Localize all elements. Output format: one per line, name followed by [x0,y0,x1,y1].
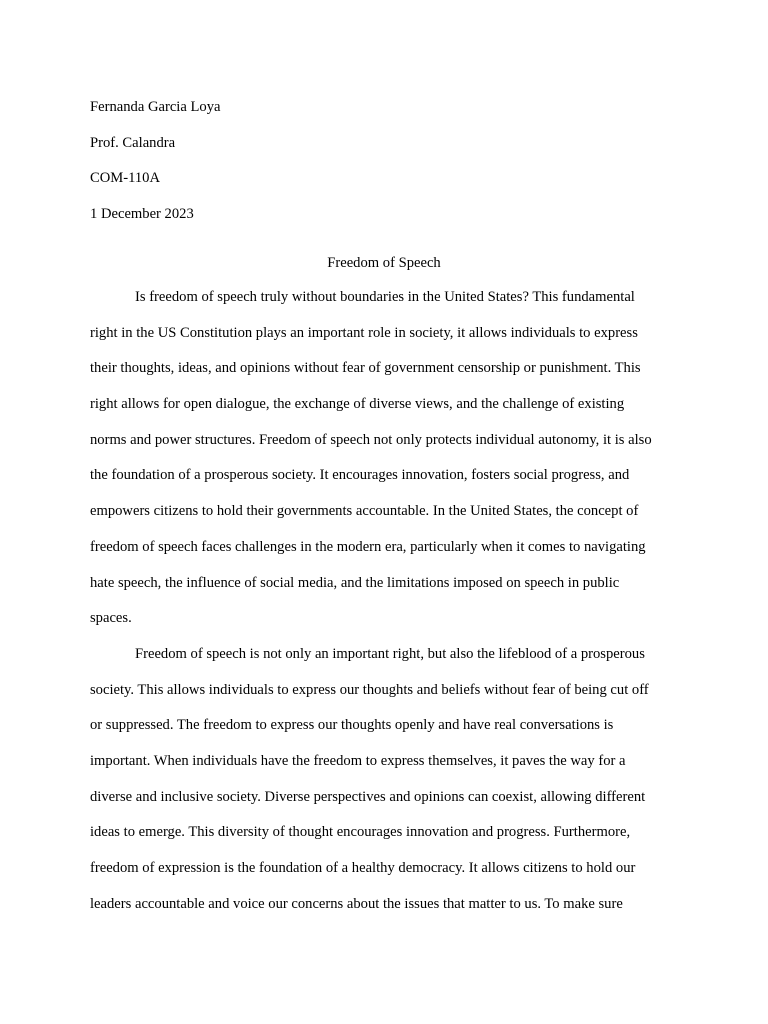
document-title: Freedom of Speech [327,255,441,271]
paragraph-line: Freedom of speech is not only an important right, but also the lifeblood of a prosperous [135,645,645,662]
course-code: COM-110A [90,170,160,187]
paragraph-line: freedom of expression is the foundation of a healthy democracy. It allows citizens to hold our [90,860,636,876]
document-header [90,90,680,232]
paragraph-line: Is freedom of speech truly without boundaries in the United States? This fundamental [135,289,635,305]
paragraph-line: diverse and inclusive society. Diverse perspectives and opinions can coexist, allowing different [90,788,646,805]
paragraph-line: right in the US Constitution plays an important role in society, it allows individuals to express [90,324,638,341]
document-date: 1 December 2023 [90,205,194,222]
author-name: Fernanda Garcia Loya [90,99,221,115]
paragraph-line: norms and power structures. Freedom of speech not only protects individual autonomy, it is also [90,431,652,448]
paragraph [90,637,678,923]
paragraph-line: their thoughts, ideas, and opinions without fear of government censorship or punishment. This [90,360,641,377]
paragraph-line: society. This allows individuals to express our thoughts and beliefs without fear of being cut off [90,681,649,698]
paragraph-line: important. When individuals have the freedom to express themselves, it paves the way for a [90,752,626,769]
paragraph-line: the foundation of a prosperous society. It encourages innovation, fosters social progress, and [90,467,630,484]
paragraph-line: spaces. [90,610,132,627]
professor-name: Prof. Calandra [90,134,176,151]
paragraph-line: leaders accountable and voice our concerns about the issues that matter to us. To make sure [90,895,623,912]
paragraph-line: hate speech, the influence of social media, and the limitations imposed on speech in public [90,574,620,591]
document-body [90,280,678,922]
paragraph-line: right allows for open dialogue, the exchange of diverse views, and the challenge of existing [90,396,625,413]
paragraph-line: ideas to emerge. This diversity of thought encourages innovation and progress. Furthermore, [90,824,631,841]
paragraph-line: or suppressed. The freedom to express our thoughts openly and have real conversations is [90,717,614,734]
paragraph-line: empowers citizens to hold their governments accountable. In the United States, the concept of [90,503,639,520]
paragraph-line: freedom of speech faces challenges in the modern era, particularly when it comes to navigating [90,538,646,555]
paragraph [90,280,678,637]
